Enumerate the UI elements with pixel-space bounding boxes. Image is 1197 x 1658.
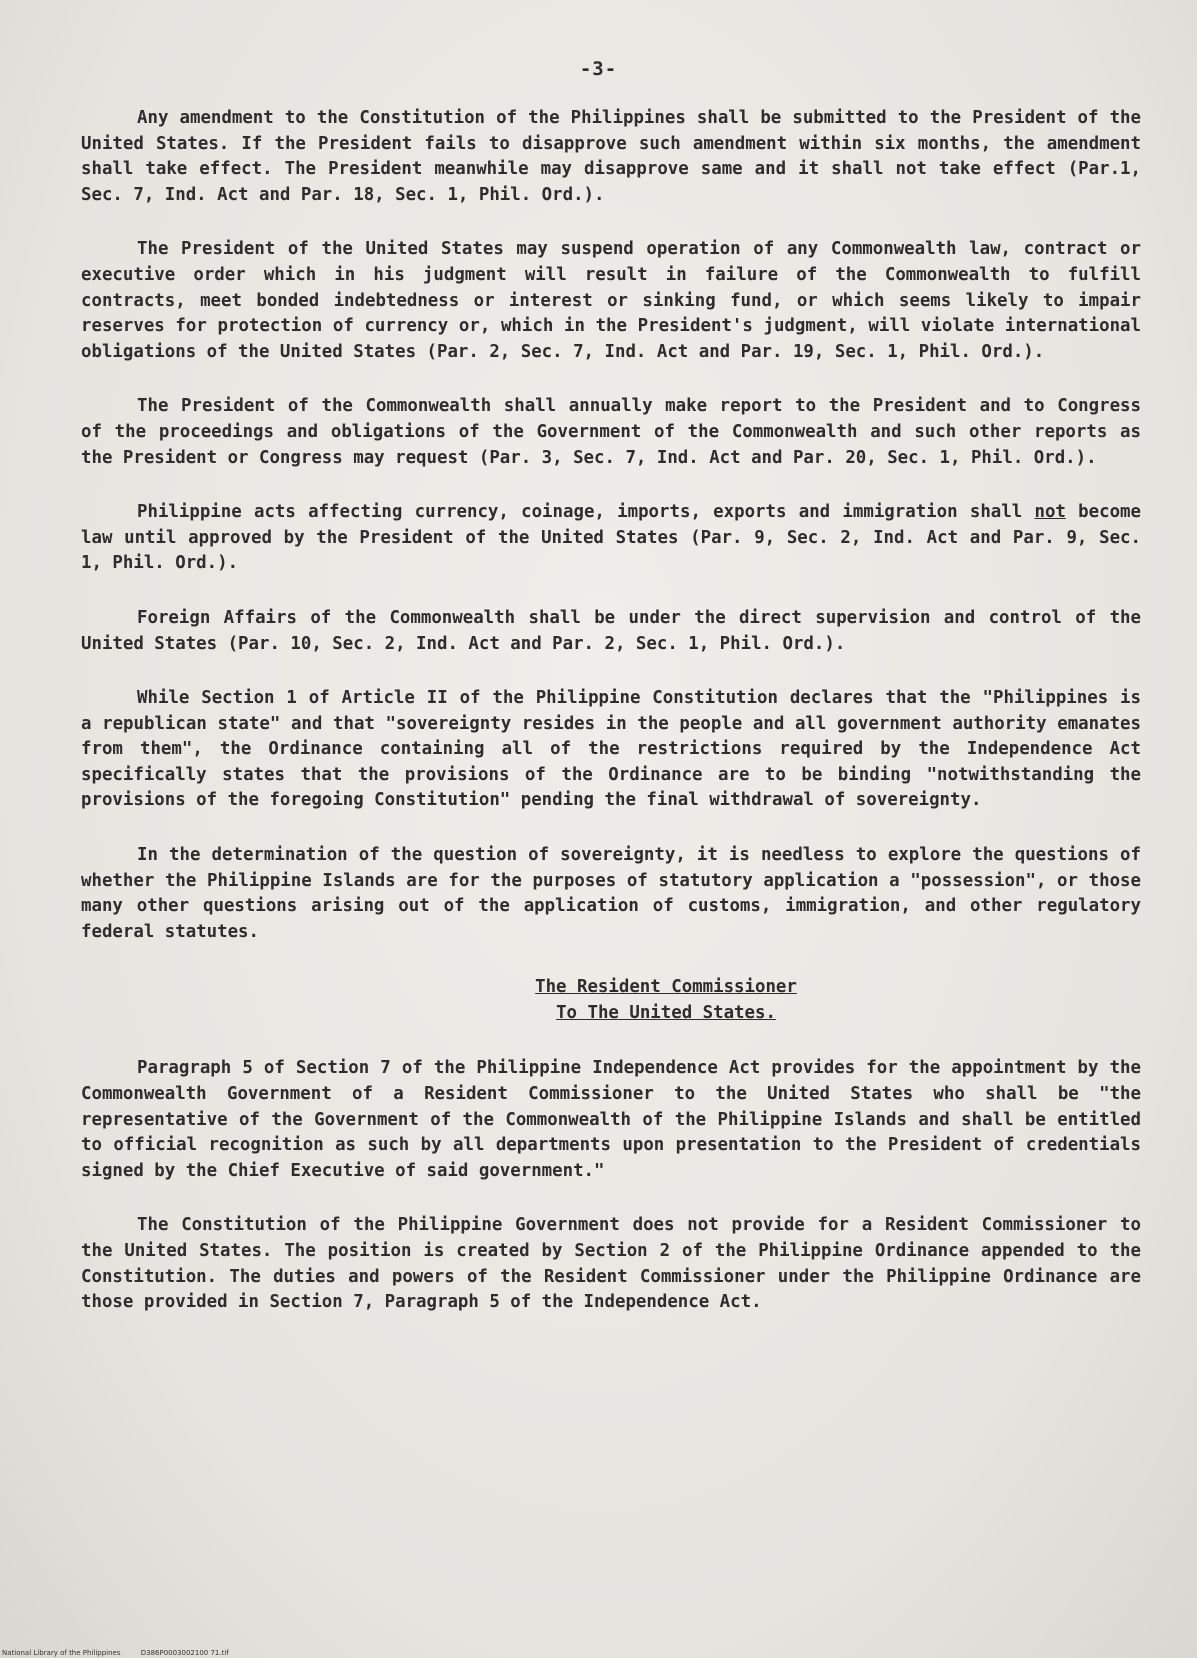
emphasis-not: not (1034, 502, 1066, 523)
paragraph-suspension: The President of the United States may suspend operation of any Commonwealth law, contract or executive order which in his judgment will result in failure of the Commonwealth to fulfill contracts, meet bonded indebtedness or interest or sinking fund, or which seems likely to impair reserves for protection of currency or, which in the President's judgment, will violate international obligations of the United States (Par. 2, Sec. 7, Ind. Act and Par. 19, Sec. 1, Phil. Ord.). (81, 239, 1141, 362)
paragraph-resident-commissioner-constitution: The Constitution of the Philippine Government does not provide for a Resident Commissioner to the United States. The position is created by Section 2 of the Philippine Ordinance appended to the Constitution. The duties and powers of the Resident Commissioner under the Philippine Ordinance are those provided in Section 7, Paragraph 5 of the Independence Act. (81, 1215, 1141, 1313)
paragraph-currency-text-after: become law until approved by the President of the United States (Par. 9, Sec. 2, Ind. Act and Par. 9, Sec. 1, Phil. Ord.). (81, 502, 1141, 574)
section-heading (81, 974, 1141, 1026)
section-heading-line-1: The Resident Commissioner (535, 977, 797, 998)
paragraph-foreign-affairs: Foreign Affairs of the Commonwealth shall be under the direct supervision and control of the United States (Par. 10, Sec. 2, Ind. Act and Par. 2, Sec. 1, Phil. Ord.). (81, 607, 1141, 654)
footer-source: National Library of the Philippines (2, 1649, 121, 1657)
paragraph-sovereignty-question: In the determination of the question of sovereignty, it is needless to explore the questions of whether the Philippine Islands are for the purposes of statutory application a "possession", or those many other questions arising out of the application of customs, immigration, and other regulatory federal statutes. (81, 845, 1141, 942)
paragraph-amendment: Any amendment to the Constitution of the Philippines shall be submitted to the President of the United States. If the President fails to disapprove such amendment within six months, the amendment shall take effect. The President meanwhile may disapprove same and it shall not take effect (Par.1, Sec. 7, Ind. Act and Par. 18, Sec. 1, Phil. Ord.). (81, 108, 1141, 205)
paragraph-sovereignty-constitution: While Section 1 of Article II of the Philippine Constitution declares that the "Philippines is a republican state" and that "sovereignty resides in the people and all government authority emanates from them", the Ordinance containing all of the restrictions required by the Independence Act specifically states that the provisions of the Ordinance are to be binding "notwithstanding the provisions of the foregoing Constitution" pending the final withdrawal of sovereignty. (81, 688, 1141, 811)
document-body (81, 106, 1141, 1345)
paragraph-resident-commissioner-act: Paragraph 5 of Section 7 of the Philippine Independence Act provides for the appointment by the Commonwealth Government of a Resident Commissioner to the United States who shall be "the representative of the Government of the Commonwealth of the Philippine Islands and shall be entitled to official recognition as such by all departments upon presentation to the President of credentials signed by the Chief Executive of said government." (81, 1058, 1141, 1181)
paragraph-currency-acts (81, 500, 1141, 577)
footer-file: D386P0003002100 71.tif (140, 1649, 229, 1657)
scan-footer (2, 1649, 247, 1657)
section-heading-line-2: To The United States. (556, 1003, 776, 1024)
paragraph-currency-text-before: Philippine acts affecting currency, coinage, imports, exports and immigration shall (137, 502, 1035, 523)
page-number: -3- (579, 58, 618, 80)
paragraph-annual-report: The President of the Commonwealth shall annually make report to the President and to Congress of the proceedings and obligations of the Government of the Commonwealth and such other reports as the President or Congress may request (Par. 3, Sec. 7, Ind. Act and Par. 20, Sec. 1, Phil. Ord.). (81, 396, 1141, 468)
